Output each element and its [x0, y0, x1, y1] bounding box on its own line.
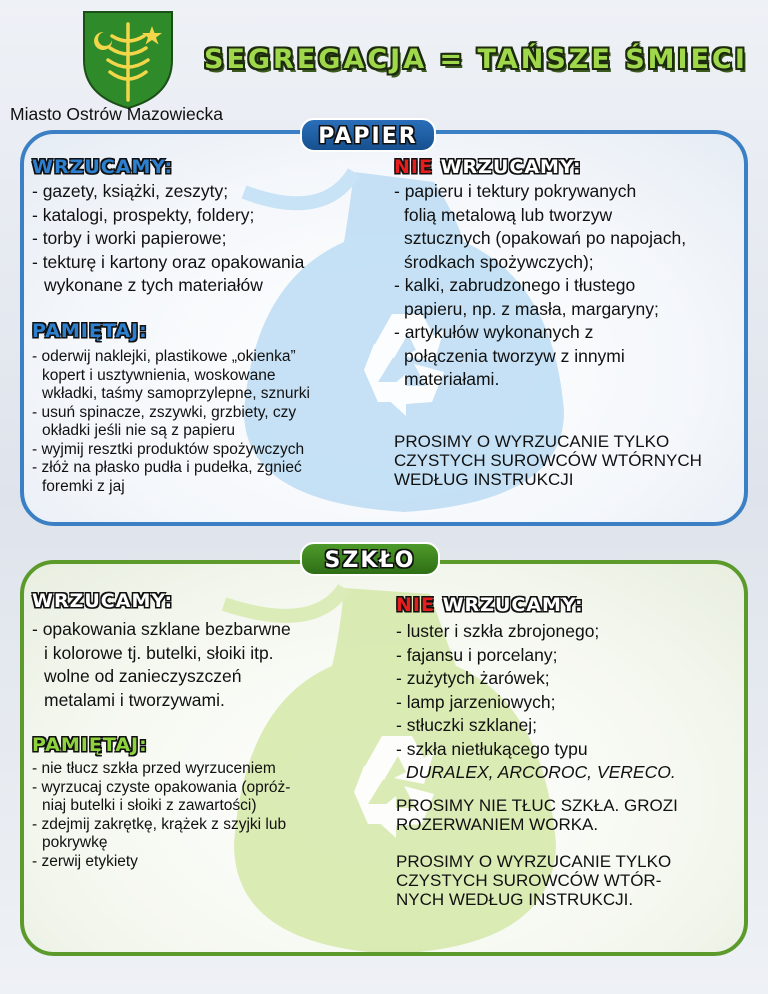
paper-reject-list	[394, 180, 686, 392]
paper-reject-heading	[394, 156, 582, 178]
list-item: wolne od zanieczyszczeń	[44, 666, 242, 686]
page-title: SEGREGACJA = TAŃSZE ŚMIECI	[204, 44, 748, 75]
notice-line: NYCH WEDŁUG INSTRUKCJI.	[396, 890, 634, 909]
list-item: sztucznych (opakowań po napojach,	[404, 228, 687, 248]
glass-notice-2	[396, 852, 671, 909]
glass-reject-list	[396, 620, 676, 785]
paper-accept-list	[32, 180, 304, 298]
list-item: - wyrzucaj czyste opakowania (opróż-	[32, 778, 291, 796]
list-item: - oderwij naklejki, plastikowe „okienka”	[32, 348, 296, 365]
list-item: okładki jeśli nie są z papieru	[42, 422, 235, 439]
paper-notice	[394, 432, 702, 489]
list-item: - katalogi, prospekty, foldery;	[32, 204, 255, 225]
list-item: - torby i worki papierowe;	[32, 228, 227, 248]
notice-line: CZYSTYCH SUROWCÓW WTÓRNYCH	[394, 451, 702, 470]
glass-reject-heading	[396, 594, 584, 616]
coat-of-arms-icon	[82, 10, 174, 110]
list-item: - zdejmij zakrętkę, krążek z szyjki lub	[32, 815, 287, 833]
list-item: - nie tłucz szkła przed wyrzuceniem	[32, 760, 276, 777]
list-item: - gazety, książki, zeszyty;	[32, 181, 229, 201]
glass-remember-heading	[32, 734, 148, 756]
paper-remember-heading	[32, 320, 148, 342]
glass-reject-title: WRZUCAMY:	[442, 594, 584, 616]
list-item: metalami i tworzywami.	[44, 689, 225, 710]
list-item: - złóż na płasko pudła i pudełka, zgnieć	[32, 459, 302, 476]
list-item: - fajansu i porcelany;	[396, 644, 558, 665]
list-item: środkach spożywczych);	[404, 251, 594, 272]
paper-reject-title: WRZUCAMY:	[440, 156, 582, 178]
paper-accept-heading	[32, 156, 173, 178]
glass-remember-list	[32, 760, 290, 871]
list-item: - tekturę i kartony oraz opakowania	[32, 251, 305, 272]
list-item: - szkła nietłukącego typu	[396, 738, 588, 759]
glass-remember-title: PAMIĘTAJ:	[32, 734, 148, 756]
list-item: - usuń spinacze, zszywki, grzbiety, czy	[32, 403, 297, 421]
list-item: - artykułów wykonanych z	[394, 322, 594, 342]
paper-badge: PAPIER	[300, 118, 436, 152]
paper-reject-nie: NIE	[394, 156, 433, 178]
list-item: - kalki, zabrudzonego i tłustego	[394, 275, 636, 295]
list-item: - lamp jarzeniowych;	[396, 691, 556, 712]
list-item: kopert i usztywnienia, woskowane	[42, 366, 276, 384]
list-item: - zerwij etykiety	[32, 852, 138, 870]
notice-line: ROZERWANIEM WORKA.	[396, 815, 599, 834]
glass-accept-list	[32, 618, 291, 712]
list-item: wkładki, taśmy samoprzylepne, sznurki	[42, 385, 310, 402]
glass-reject-nie: NIE	[396, 594, 435, 616]
list-item: - zużytych żarówek;	[396, 668, 550, 688]
glass-accept-title: WRZUCAMY:	[32, 590, 174, 612]
list-item: i kolorowe tj. butelki, słoiki itp.	[44, 642, 274, 663]
list-item: - papieru i tektury pokrywanych	[394, 181, 637, 201]
notice-line: PROSIMY O WYRZUCANIE TYLKO	[396, 852, 672, 871]
list-item: folią metalową lub tworzyw	[404, 204, 613, 225]
list-item: - stłuczki szklanej;	[396, 715, 538, 735]
notice-line: PROSIMY NIE TŁUC SZKŁA. GROZI	[396, 796, 678, 815]
list-item: wykonane z tych materiałów	[44, 275, 263, 295]
list-item: - wyjmij resztki produktów spożywczych	[32, 440, 305, 458]
list-item: pokrywkę	[42, 834, 108, 851]
notice-line: WEDŁUG INSTRUKCJI	[394, 470, 574, 489]
notice-line: CZYSTYCH SUROWCÓW WTÓR-	[396, 871, 662, 890]
notice-line: PROSIMY O WYRZUCANIE TYLKO	[394, 432, 670, 451]
paper-accept-title: WRZUCAMY:	[32, 156, 174, 178]
list-item: materiałami.	[404, 369, 500, 389]
city-name: Miasto Ostrów Mazowiecka	[10, 104, 223, 124]
list-item: - luster i szkła zbrojonego;	[396, 621, 600, 641]
glass-notice-1	[396, 796, 678, 834]
paper-remember-title: PAMIĘTAJ:	[32, 320, 148, 342]
glass-accept-heading	[32, 590, 173, 612]
list-item: foremki z jaj	[42, 477, 125, 495]
list-item: DURALEX, ARCOROC, VERECO.	[406, 762, 676, 782]
list-item: niaj butelki i słoiki z zawartości)	[42, 797, 257, 814]
list-item: papieru, np. z masła, margaryny;	[404, 298, 659, 319]
list-item: połączenia tworzyw z innymi	[404, 345, 625, 366]
paper-remember-list	[32, 348, 310, 496]
list-item: - opakowania szklane bezbarwne	[32, 619, 291, 639]
glass-badge: SZKŁO	[300, 542, 440, 576]
